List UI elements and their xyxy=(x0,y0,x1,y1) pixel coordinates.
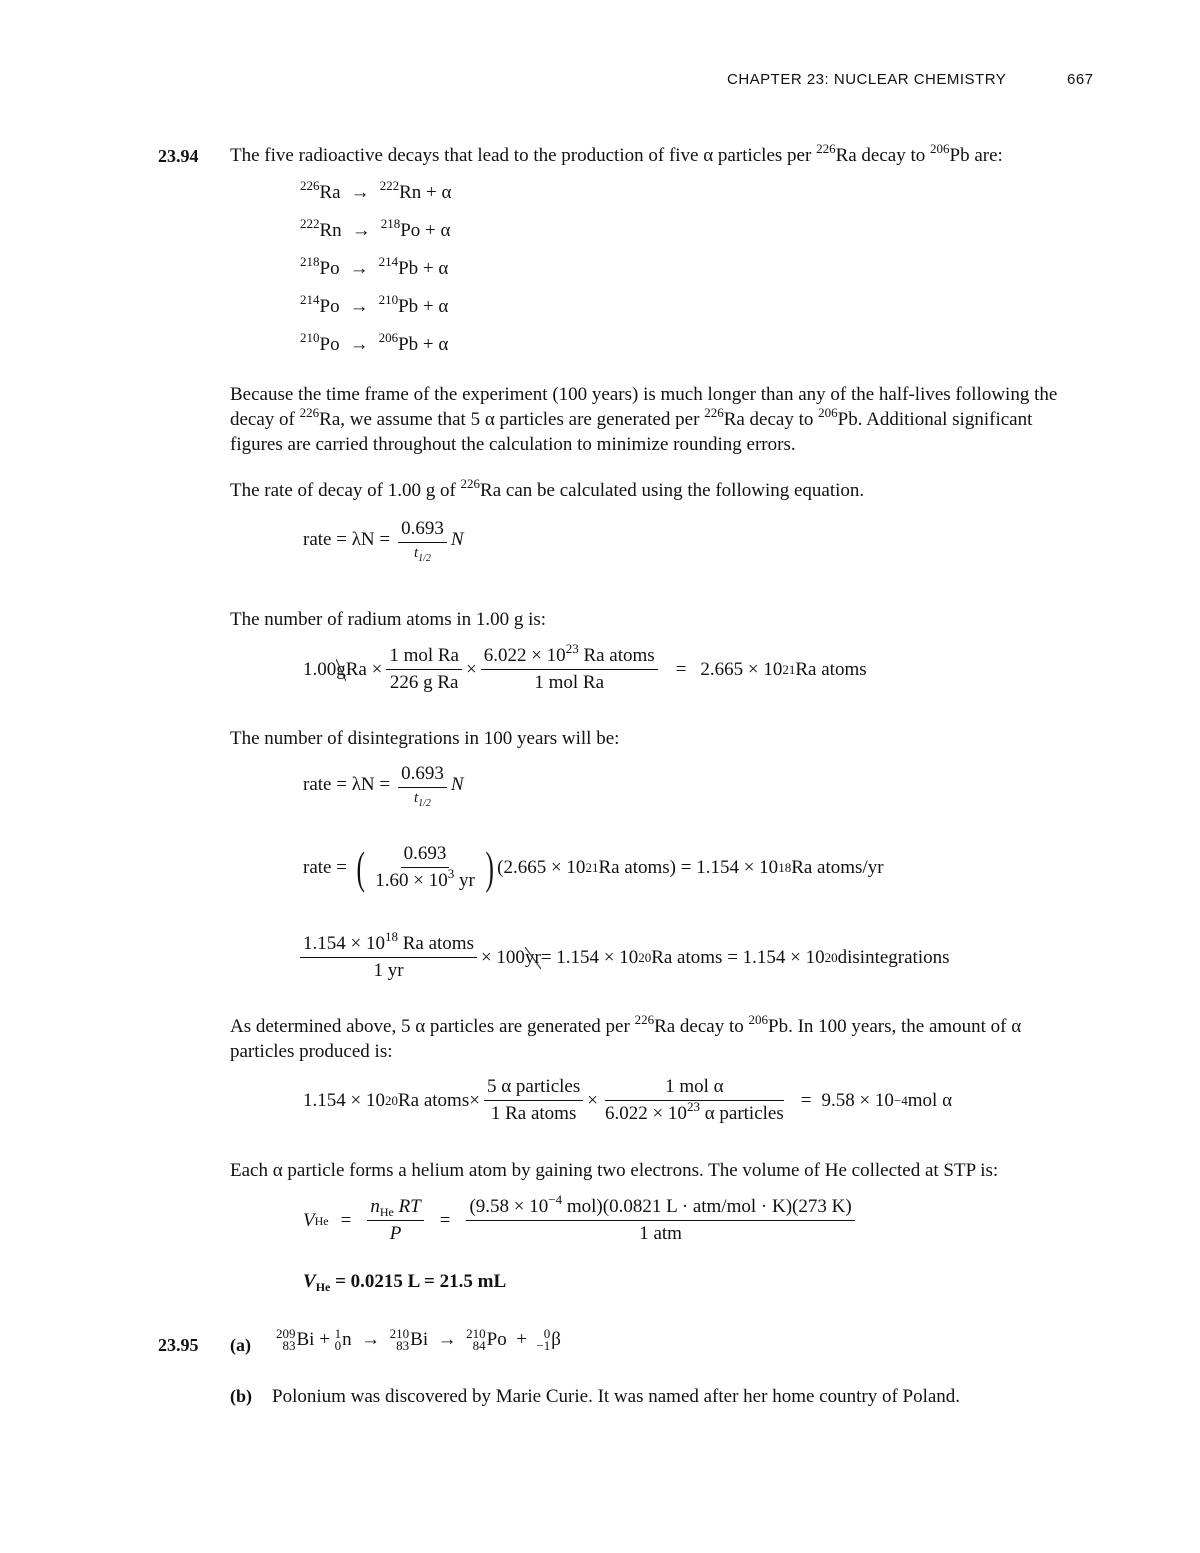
decay-equation: $^{210}$Po → $^{206}$Pb + α xyxy=(300,330,449,355)
part-b-label: (b) xyxy=(230,1386,252,1406)
arrow-icon: → xyxy=(350,182,370,203)
he-calculation: V He = $\frac{n_{He} RT}{P}$ = $\frac{(9.58 \times 10^{-4} mol)(0.0821 L \cdot atm/mol \cdot K)(273 K)}{\text{1 atm}}$ xyxy=(303,1196,859,1245)
arrow-icon: → xyxy=(351,220,371,241)
nuclear-reaction xyxy=(276,1328,561,1352)
nuclide: 210 84 Po xyxy=(466,1326,507,1353)
problem-number-23-95: 23.95 xyxy=(158,1335,199,1355)
he-result: $V_{He} = 0.0215$ L = 21.5 mL xyxy=(303,1271,507,1294)
rate-calculation: rate = ( $\frac{0.693}{1.60 \times 10^3 yr}$ ) (2.665 × 10 21 Ra atoms) = 1.154 × 10 18 Ra atoms/yr xyxy=(303,841,884,893)
rate-equation-2: rate = λN = $\frac{0.693}{t_{1/2}}$ N xyxy=(303,763,464,809)
intro-text: The five radioactive decays that lead to the production of five α particles per $^{226}$Ra decay to $^{206}$Pb are: xyxy=(230,141,1003,166)
reaction-operator: → xyxy=(351,1329,390,1350)
rate-intro: The rate of decay of 1.00 g of $^{226}$Ra can be calculated using the following equation. xyxy=(230,476,865,501)
problem-number-23-94: 23.94 xyxy=(158,146,199,166)
nuclide: 209 83 Bi xyxy=(276,1326,315,1353)
atoms-intro: The number of radium atoms in 1.00 g is: xyxy=(230,609,547,630)
page-number: 667 xyxy=(1067,71,1094,88)
arrow-icon: → xyxy=(349,334,369,355)
nuclide: 210 83 Bi xyxy=(389,1326,429,1353)
reaction-operator: → xyxy=(428,1329,467,1350)
decay-equation: $^{226}$Ra → $^{222}$Rn + α xyxy=(300,178,452,203)
decay-equation: $^{214}$Po → $^{210}$Pb + α xyxy=(300,292,449,317)
atoms-equation: 1.00 g Ra × $\frac{\text{1 mol Ra}}{\text{226 g Ra}}$ × $\frac{6.022 \times 10^{23} Ra atoms}{\text{1 mol Ra}}$ = 2.665 × 10 21 Ra atoms xyxy=(303,641,867,693)
part-b-text: Polonium was discovered by Marie Curie. It was named after her home country of Poland. xyxy=(272,1386,961,1407)
arrow-icon: → xyxy=(349,296,369,317)
rate-equation: rate = λN = $\frac{0.693}{t_{1/2}}$ N xyxy=(303,518,464,564)
nuclide: 1 0 n xyxy=(334,1326,352,1353)
decay-equation: $^{218}$Po → $^{214}$Pb + α xyxy=(300,254,449,279)
disint-intro: The number of disintegrations in 100 years will be: xyxy=(230,728,620,749)
he-intro: Each α particle forms a helium atom by gaining two electrons. The volume of He collected at STP is: xyxy=(230,1160,999,1181)
alpha-calculation: 1.154 × 10 20 Ra atoms× $\frac{\text{5 α particles}}{\text{1 Ra atoms}}$ × $\frac{\text{1 mol α}}{6.022 \times 10^{23} \alpha particles}$ = 9.58 × 10 −4 mol α xyxy=(303,1076,953,1124)
nuclide: 0 −1 β xyxy=(536,1326,561,1353)
disint-calculation: $\frac{1.154 \times 10^{18} Ra atoms}{1 yr}$ × 100 yr = 1.154 × 10 20 Ra atoms = 1.154 × 10 20 disintegrations xyxy=(300,933,950,982)
because-para: Because the time frame of the experiment (100 years) is much longer than any of the half-lives following the decay of $^{226}$Ra, we assume that 5 α particles are generated per $^{226}$Ra decay to $^{206}$Pb. Additional significant figures are carried throughout the calculation to minimize rounding errors. xyxy=(230,384,1058,455)
reaction-operator: + xyxy=(506,1329,537,1350)
chapter-header: CHAPTER 23: NUCLEAR CHEMISTRY xyxy=(727,71,1007,88)
alpha-intro: As determined above, 5 α particles are generated per $^{226}$Ra decay to $^{206}$Pb. In 100 years, the amount of α particles produced is: xyxy=(230,1012,1022,1062)
decay-equation: $^{222}$Rn → $^{218}$Po + α xyxy=(300,216,451,241)
arrow-icon: → xyxy=(349,258,369,279)
reaction-operator: + xyxy=(314,1329,335,1350)
part-a-label: (a) xyxy=(230,1335,251,1355)
